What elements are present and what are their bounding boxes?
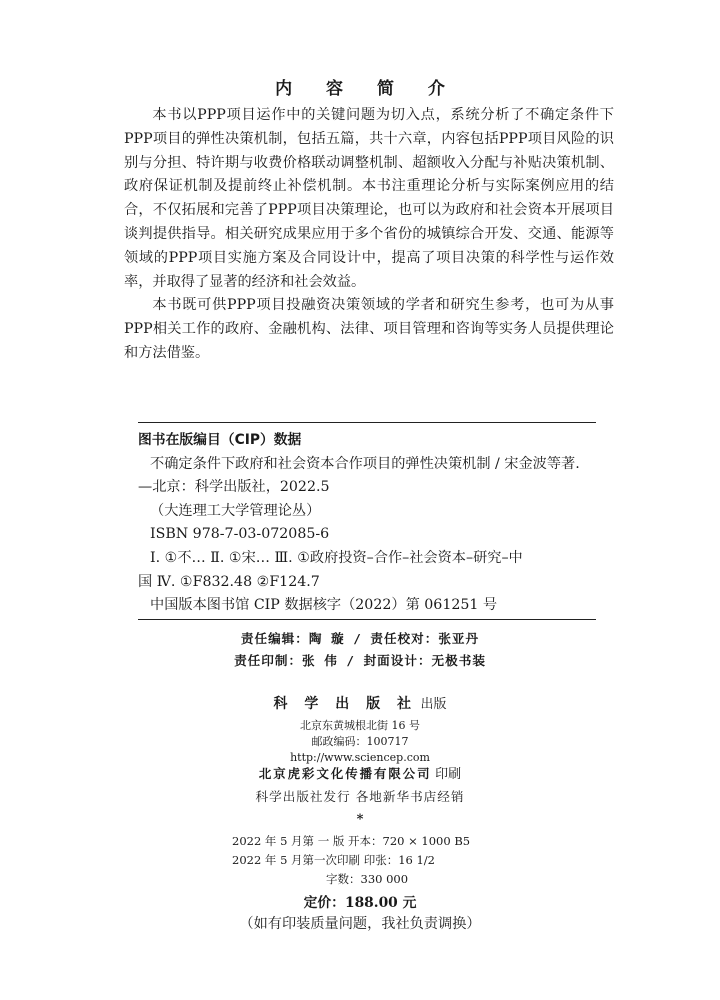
cip-publisher: —北京：科学出版社，2022.5 — [138, 479, 330, 496]
cip-classification-cont: 国 Ⅳ. ①F832.48 ②F124.7 — [138, 573, 320, 590]
publisher-website: http://www.sciencep.com — [290, 751, 430, 764]
intro-paragraph: 本书既可供PPP项目投融资决策领域的学者和研究生参考，也可为从事PPP相关工作的政府、金融机构、法律、项目管理和咨询等实务人员提供理论和方法借鉴。 — [124, 297, 614, 361]
cip-heading: 图书在版编目（CIP）数据 — [138, 432, 302, 448]
cip-book-title: 不确定条件下政府和社会资本合作项目的弹性决策机制 / 宋金波等著. — [150, 455, 580, 472]
separator-star: * — [356, 812, 364, 827]
section-title: 内 容 简 介 — [275, 79, 459, 99]
printer-suffix: 印刷 — [435, 767, 462, 782]
edition-word-count: 字数：330 000 — [326, 872, 409, 886]
cip-classification: Ⅰ. ①不… Ⅱ. ①宋… Ⅲ. ①政府投资–合作–社会资本–研究–中 — [150, 549, 523, 566]
printer-name: 北京虎彩文化传播有限公司 — [258, 766, 432, 781]
price: 定价：188.00 元 — [303, 895, 417, 911]
intro-paragraph: 本书以PPP项目运作中的关键问题为切入点，系统分析了不确定条件下PPP项目的弹性决策机制，包括五篇，共十六章，内容包括PPP项目风险的识别与分担、特许期与收费价格联动调整机制、超额收入分配与补贴决策机制、政府保证机制及提前终止补偿机制。本书注重理论分析与实际案例应用的结合，不仅拓展和完善了PPP项目决策理论，也可以为政府和社会资本开展项目谈判提供指导。相关研究成果应用于多个省份的城镇综合开发、交通、能源等领域的PPP项目实施方案及合同设计中，提高了项目决策的科学性与运作效率，并取得了显著的经济和社会效益。 — [124, 107, 614, 290]
quality-note: （如有印装质量问题，我社负责调换） — [239, 916, 481, 932]
cip-block — [138, 422, 596, 620]
distribution-line: 科学出版社发行 各地新华书店经销 — [255, 789, 465, 804]
publisher-suffix: 出版 — [420, 697, 447, 712]
cip-series: （大连理工大学管理论丛） — [150, 502, 321, 519]
staff-editors: 责任编辑：陶 璇 / 责任校对：张亚丹 — [240, 631, 480, 646]
publisher-name: 科 学 出 版 社 — [273, 696, 417, 712]
edition-line-1: 2022 年 5 月第 一 版 开本：720 × 1000 B5 — [232, 834, 471, 848]
printer-line — [0, 766, 720, 783]
staff-production: 责任印制：张 伟 / 封面设计：无极书装 — [234, 653, 486, 668]
cip-isbn: ISBN 978-7-03-072085-6 — [150, 526, 330, 543]
intro-text — [124, 104, 614, 366]
publisher-line — [0, 696, 720, 713]
edition-line-2: 2022 年 5 月第一次印刷 印张：16 1/2 — [232, 853, 436, 867]
publisher-postcode: 邮政编码：100717 — [311, 735, 409, 748]
cip-number: 中国版本图书馆 CIP 数据核字（2022）第 061251 号 — [150, 597, 498, 614]
publisher-address: 北京东黄城根北街 16 号 — [300, 719, 420, 732]
